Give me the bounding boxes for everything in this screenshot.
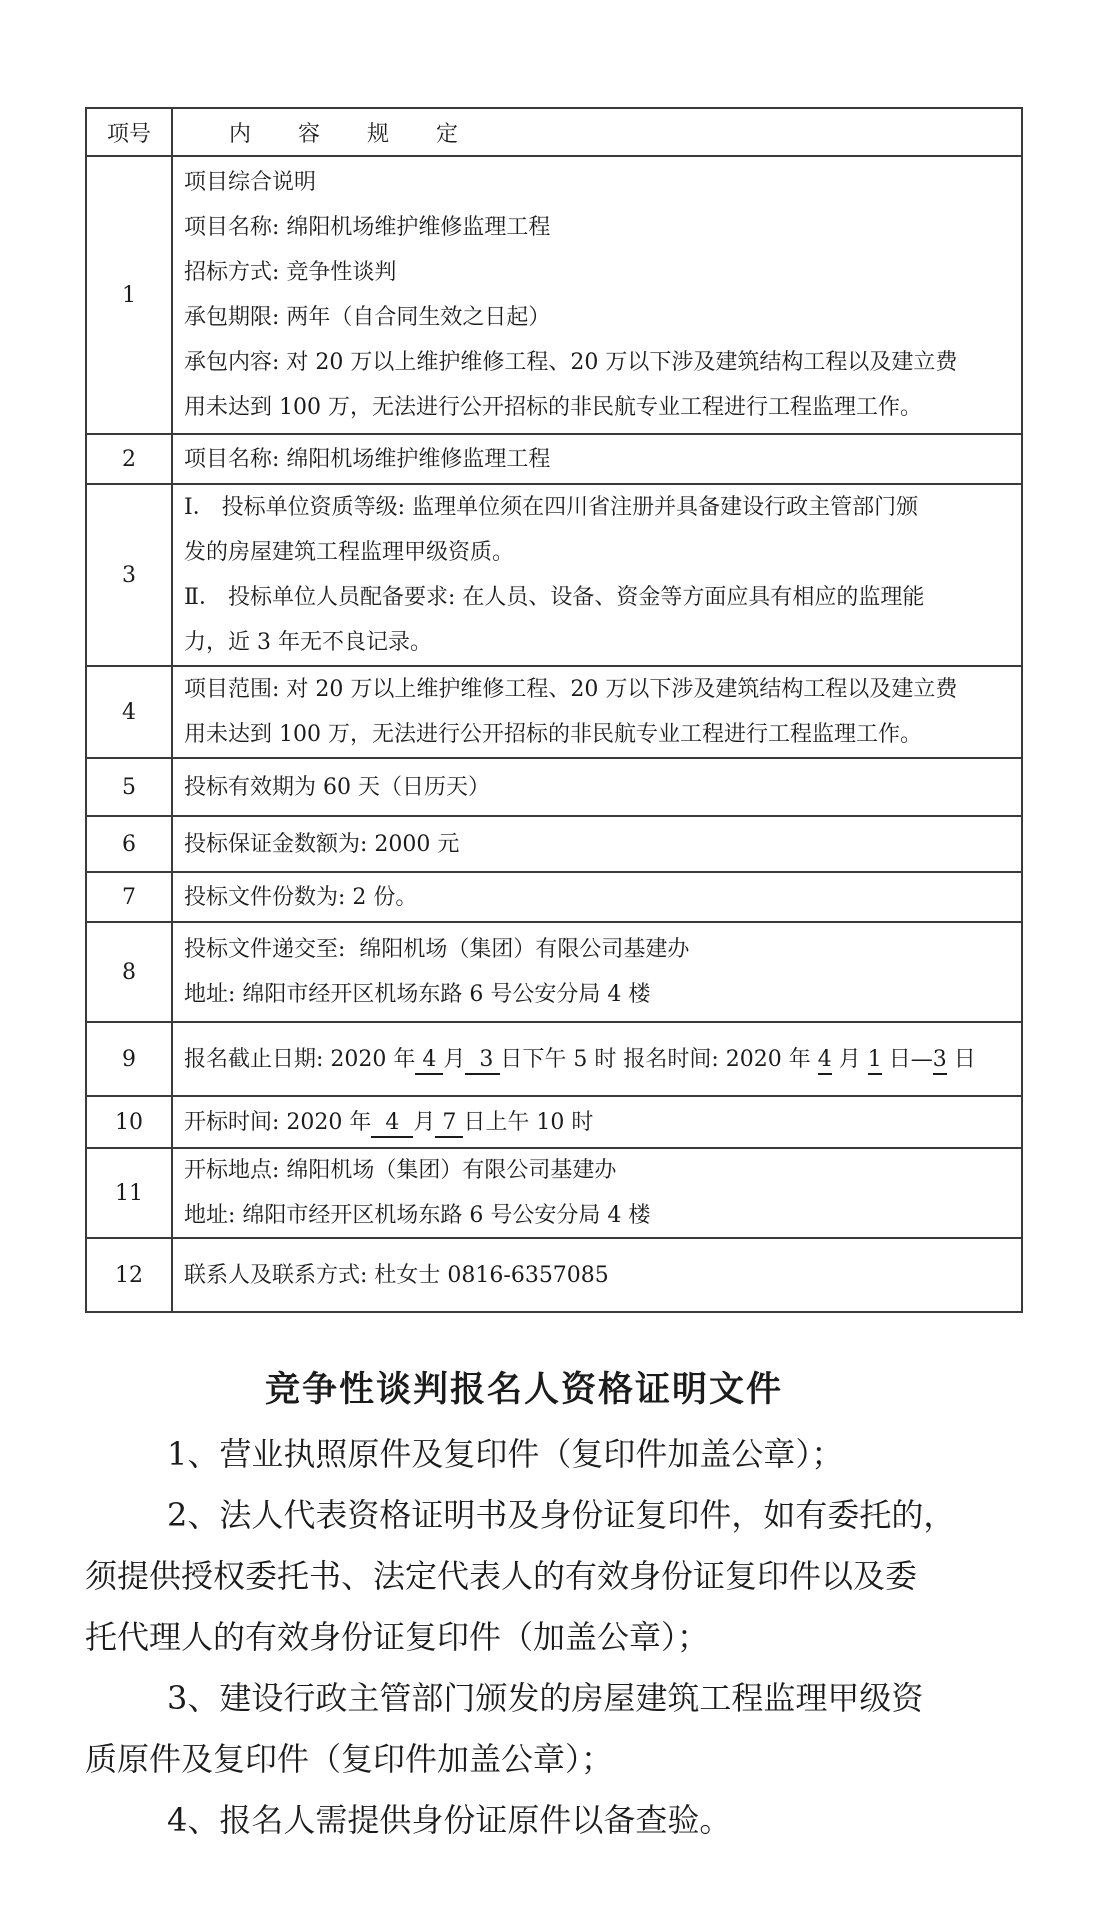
- row-number: 3: [87, 485, 173, 665]
- filled-blank: 4: [371, 1110, 413, 1138]
- filled-blank: 7: [435, 1110, 463, 1138]
- row-number: 4: [87, 667, 173, 757]
- text-segment: 日上午 10 时: [463, 1109, 594, 1135]
- content-line: [184, 385, 1017, 430]
- section-line: 2、法人代表资格证明书及身份证复印件，如有委托的，: [167, 1496, 956, 1534]
- qualification-section: [85, 1368, 963, 1851]
- row-content: [173, 157, 1021, 433]
- filled-blank: 4: [818, 1047, 832, 1075]
- row-content: [173, 1023, 1021, 1095]
- row-number: 8: [87, 923, 173, 1021]
- section-line: 4、报名人需提供身份证原件以备查验。: [167, 1801, 732, 1839]
- section-line: 须提供授权委托书、法定代表人的有效身份证复印件以及委: [85, 1557, 918, 1595]
- table-row: [87, 435, 1021, 485]
- row-number: 2: [87, 435, 173, 483]
- content-line: [184, 160, 1017, 205]
- content-line: [184, 575, 1017, 620]
- filled-blank: 3: [933, 1047, 947, 1075]
- text-segment: 用未达到 100 万，无法进行公开招标的非民航专业工程进行工程监理工作。: [184, 395, 922, 420]
- content-line: [184, 437, 1017, 482]
- row-number: 12: [87, 1239, 173, 1311]
- text-segment: 联系人及联系方式: 杜女士 0816-6357085: [184, 1262, 609, 1288]
- content-line: [184, 712, 1017, 757]
- content-line: [184, 765, 1017, 810]
- content-line: [184, 667, 1017, 712]
- row-content: [173, 1149, 1021, 1237]
- text-segment: 月: [413, 1109, 436, 1135]
- table-row: [87, 1149, 1021, 1239]
- table-header-item-no: 项号: [87, 109, 173, 155]
- text-segment: 开标时间: 2020 年: [184, 1109, 372, 1135]
- table-row: [87, 817, 1021, 873]
- section-line: 3、建设行政主管部门颁发的房屋建筑工程监理甲级资: [167, 1679, 924, 1717]
- text-segment: 开标地点: 绵阳机场（集团）有限公司基建办: [184, 1158, 617, 1183]
- table-row: [87, 1023, 1021, 1097]
- table-row: [87, 157, 1021, 435]
- row-number: 6: [87, 817, 173, 871]
- row-number: 1: [87, 157, 173, 433]
- row-content: [173, 759, 1021, 815]
- content-line: [184, 250, 1017, 295]
- text-segment: 项目范围: 对 20 万以上维护维修工程、20 万以下涉及建筑结构工程以及建立费: [184, 677, 958, 702]
- text-segment: 发的房屋建筑工程监理甲级资质。: [184, 540, 515, 565]
- text-segment: Ⅱ． 投标单位人员配备要求: 在人员、设备、资金等方面应具有相应的监理能: [184, 585, 925, 610]
- filled-blank: 1: [868, 1047, 882, 1075]
- text-segment: 投标保证金数额为: 2000 元: [184, 831, 460, 857]
- text-segment: 用未达到 100 万，无法进行公开招标的非民航专业工程进行工程监理工作。: [184, 722, 922, 747]
- text-segment: 承包内容: 对 20 万以上维护维修工程、20 万以下涉及建筑结构工程以及建立费: [184, 350, 958, 375]
- row-content: [173, 435, 1021, 483]
- table-row: [87, 759, 1021, 817]
- text-segment: 地址: 绵阳市经开区机场东路 6 号公安分局 4 楼: [184, 982, 651, 1007]
- text-segment: 日下午 5 时 报名时间: 2020 年: [500, 1046, 818, 1072]
- row-number: 5: [87, 759, 173, 815]
- text-segment: Ⅰ． 投标单位资质等级: 监理单位须在四川省注册并具备建设行政主管部门颁: [184, 495, 919, 520]
- text-segment: 地址: 绵阳市经开区机场东路 6 号公安分局 4 楼: [184, 1203, 651, 1228]
- requirements-table: [85, 107, 1023, 1313]
- table-row: [87, 667, 1021, 759]
- text-segment: 投标有效期为 60 天（日历天）: [184, 774, 490, 800]
- content-line: [184, 1253, 1017, 1298]
- text-segment: 项目名称: 绵阳机场维护维修监理工程: [184, 215, 551, 240]
- text-segment: 项目综合说明: [184, 170, 317, 195]
- section-title: 竞争性谈判报名人资格证明文件: [264, 1369, 783, 1410]
- content-line: [184, 1100, 1017, 1145]
- content-line: [184, 972, 1017, 1017]
- text-segment: 月: [443, 1046, 466, 1072]
- table-row: [87, 1097, 1021, 1149]
- section-line: 质原件及复印件（复印件加盖公章）；: [85, 1740, 614, 1778]
- content-line: [184, 620, 1017, 665]
- section-body: [85, 1424, 963, 1851]
- content-line: [184, 1193, 1017, 1238]
- row-content: [173, 817, 1021, 871]
- row-content: [173, 923, 1021, 1021]
- content-line: [184, 485, 1017, 530]
- row-number: 10: [87, 1097, 173, 1147]
- text-segment: 承包期限: 两年（自合同生效之日起）: [184, 305, 551, 330]
- text-segment: 投标文件份数为: 2 份。: [184, 884, 418, 910]
- text-segment: 项目名称: 绵阳机场维护维修监理工程: [184, 446, 551, 472]
- row-content: [173, 1239, 1021, 1311]
- content-line: [184, 340, 1017, 385]
- text-segment: 力，近 3 年无不良记录。: [184, 630, 432, 655]
- table-row: [87, 485, 1021, 667]
- section-line: 1、营业执照原件及复印件（复印件加盖公章）；: [167, 1435, 844, 1473]
- row-content: [173, 873, 1021, 921]
- text-segment: 招标方式: 竞争性谈判: [184, 260, 397, 285]
- row-number: 9: [87, 1023, 173, 1095]
- table-header-row: [87, 109, 1021, 157]
- content-line: [184, 875, 1017, 920]
- content-line: [184, 1037, 1017, 1082]
- text-segment: 日—: [881, 1046, 933, 1072]
- text-segment: 日: [946, 1046, 976, 1072]
- section-line: 托代理人的有效身份证复印件（加盖公章）；: [85, 1618, 710, 1656]
- filled-blank: 3: [465, 1047, 500, 1075]
- filled-blank: 4: [415, 1047, 443, 1075]
- row-content: [173, 667, 1021, 757]
- row-content: [173, 1097, 1021, 1147]
- content-line: [184, 530, 1017, 575]
- content-line: [184, 927, 1017, 972]
- table-row: [87, 1239, 1021, 1311]
- table-row: [87, 873, 1021, 923]
- row-content: [173, 485, 1021, 665]
- text-segment: 月: [831, 1046, 868, 1072]
- text-segment: 报名截止日期: 2020 年: [184, 1046, 416, 1072]
- row-number: 11: [87, 1149, 173, 1237]
- table-header-content-spec: 内 容 规 定: [229, 121, 478, 147]
- content-line: [184, 295, 1017, 340]
- table-row: [87, 923, 1021, 1023]
- content-line: [184, 1148, 1017, 1193]
- content-line: [184, 822, 1017, 867]
- row-number: 7: [87, 873, 173, 921]
- content-line: [184, 205, 1017, 250]
- text-segment: 投标文件递交至: 绵阳机场（集团）有限公司基建办: [184, 937, 690, 962]
